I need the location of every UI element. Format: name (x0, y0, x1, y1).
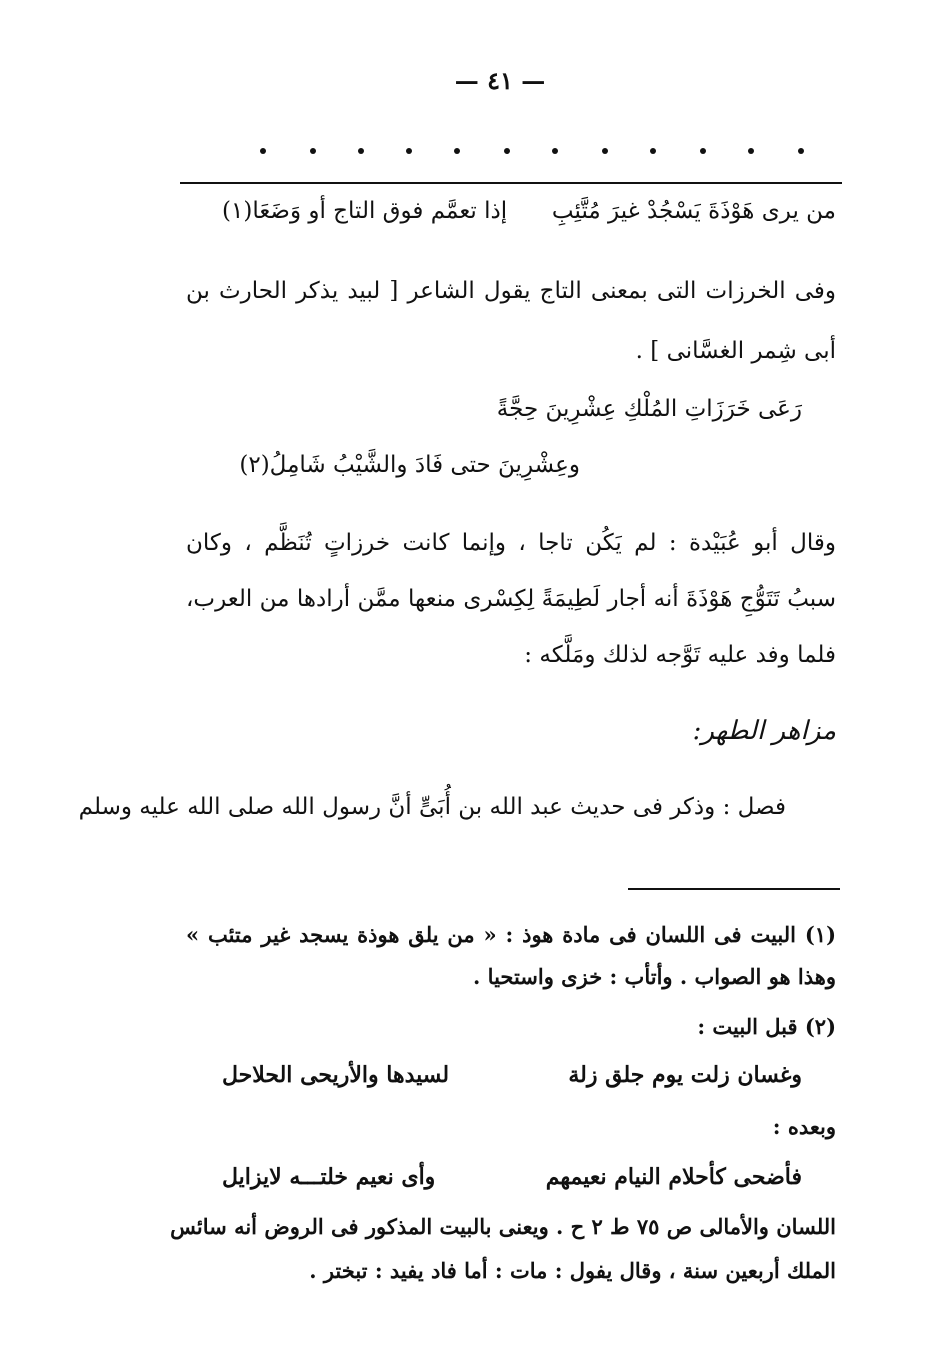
paragraph2-line1: وقال أبو عُبَيْدة : لم يَكُن تاجا ، وإنما كانت خرزاتٍ تُنَظَّم ، وكان (186, 530, 836, 556)
dot (260, 148, 266, 154)
dot (700, 148, 706, 154)
dot (504, 148, 510, 154)
dot (310, 148, 316, 154)
paragraph1-line2: أبى شِمر الغسَّانى ] . (635, 338, 836, 364)
paragraph3: فصل : وذكر فى حديث عبد الله بن أُبَىٍّ أنَّ رسول الله صلى الله عليه وسلم (78, 794, 786, 820)
dot (454, 148, 460, 154)
dot (552, 148, 558, 154)
footnote1-line1: (١) البيت فى اللسان فى مادة هوذ : « من يلق هوذة يسجد غير متئب » (186, 922, 836, 947)
page-number: — ٤١ — (454, 66, 546, 95)
verse2-line1: رَعَى خَرَزَاتِ المُلْكِ عِشْرِينَ حِجَّةً (496, 396, 802, 422)
section-heading: مزاهر الطهر: (692, 716, 836, 746)
paragraph2-line3: فلما وفد عليه تَوَّجه لذلك ومَلَّكه : (524, 642, 836, 668)
verse2-line2: وعِشْرِينَ حتى فَادَ والشَّيْبُ شَامِلُ(٢) (239, 452, 580, 478)
verse1-right: من يرى هَوْذَةَ يَسْجُدْ غيرَ مُتَّئِبِ (551, 198, 836, 224)
dot (798, 148, 804, 154)
paragraph2-line2: سببُ تَتَوُّجِ هَوْذَةَ أنه أجار لَطِيمَةً لِكِسْرى منعها ممَّن أرادها من العرب، (186, 586, 836, 612)
footnote2-verse1-right: وغسان زلت يوم جلق زلة (568, 1062, 802, 1088)
paragraph1-line1: وفى الخرزات التى بمعنى التاج يقول الشاعر [ لبيد يذكر الحارث بن (186, 278, 836, 304)
verse1-left: إذا تعمَّم فوق التاج أو وَضَعَا(١) (222, 198, 508, 224)
footnote2-line3: اللسان والأمالى ص ٧٥ ط ٢ ح . ويعنى بالبيت المذكور فى الروض أنه سائس (170, 1214, 836, 1239)
dot (602, 148, 608, 154)
dot (358, 148, 364, 154)
footnote2-verse2-right: فأضحى كأحلام النيام نعيمهم (545, 1164, 802, 1190)
header-rule (180, 182, 842, 184)
dot (406, 148, 412, 154)
footnote2-line4: الملك أربعين سنة ، وقال يفول : مات : أما فاد يفيد : تبختر . (309, 1258, 836, 1283)
dot (650, 148, 656, 154)
footnote2-after: وبعده : (772, 1114, 836, 1139)
footnote2-label: (٢) قبل البيت : (697, 1014, 836, 1039)
ellipsis-dots (230, 140, 830, 160)
footnote-rule (628, 888, 840, 890)
footnote1-line2: وهذا هو الصواب . وأتأب : خزى واستحيا . (473, 964, 836, 989)
footnote2-verse1-left: لسيدها والأريحى الحلاحل (222, 1062, 450, 1088)
footnote2-verse2-left: وأى نعيم خلتـــه لايزايل (222, 1164, 436, 1190)
dot (748, 148, 754, 154)
